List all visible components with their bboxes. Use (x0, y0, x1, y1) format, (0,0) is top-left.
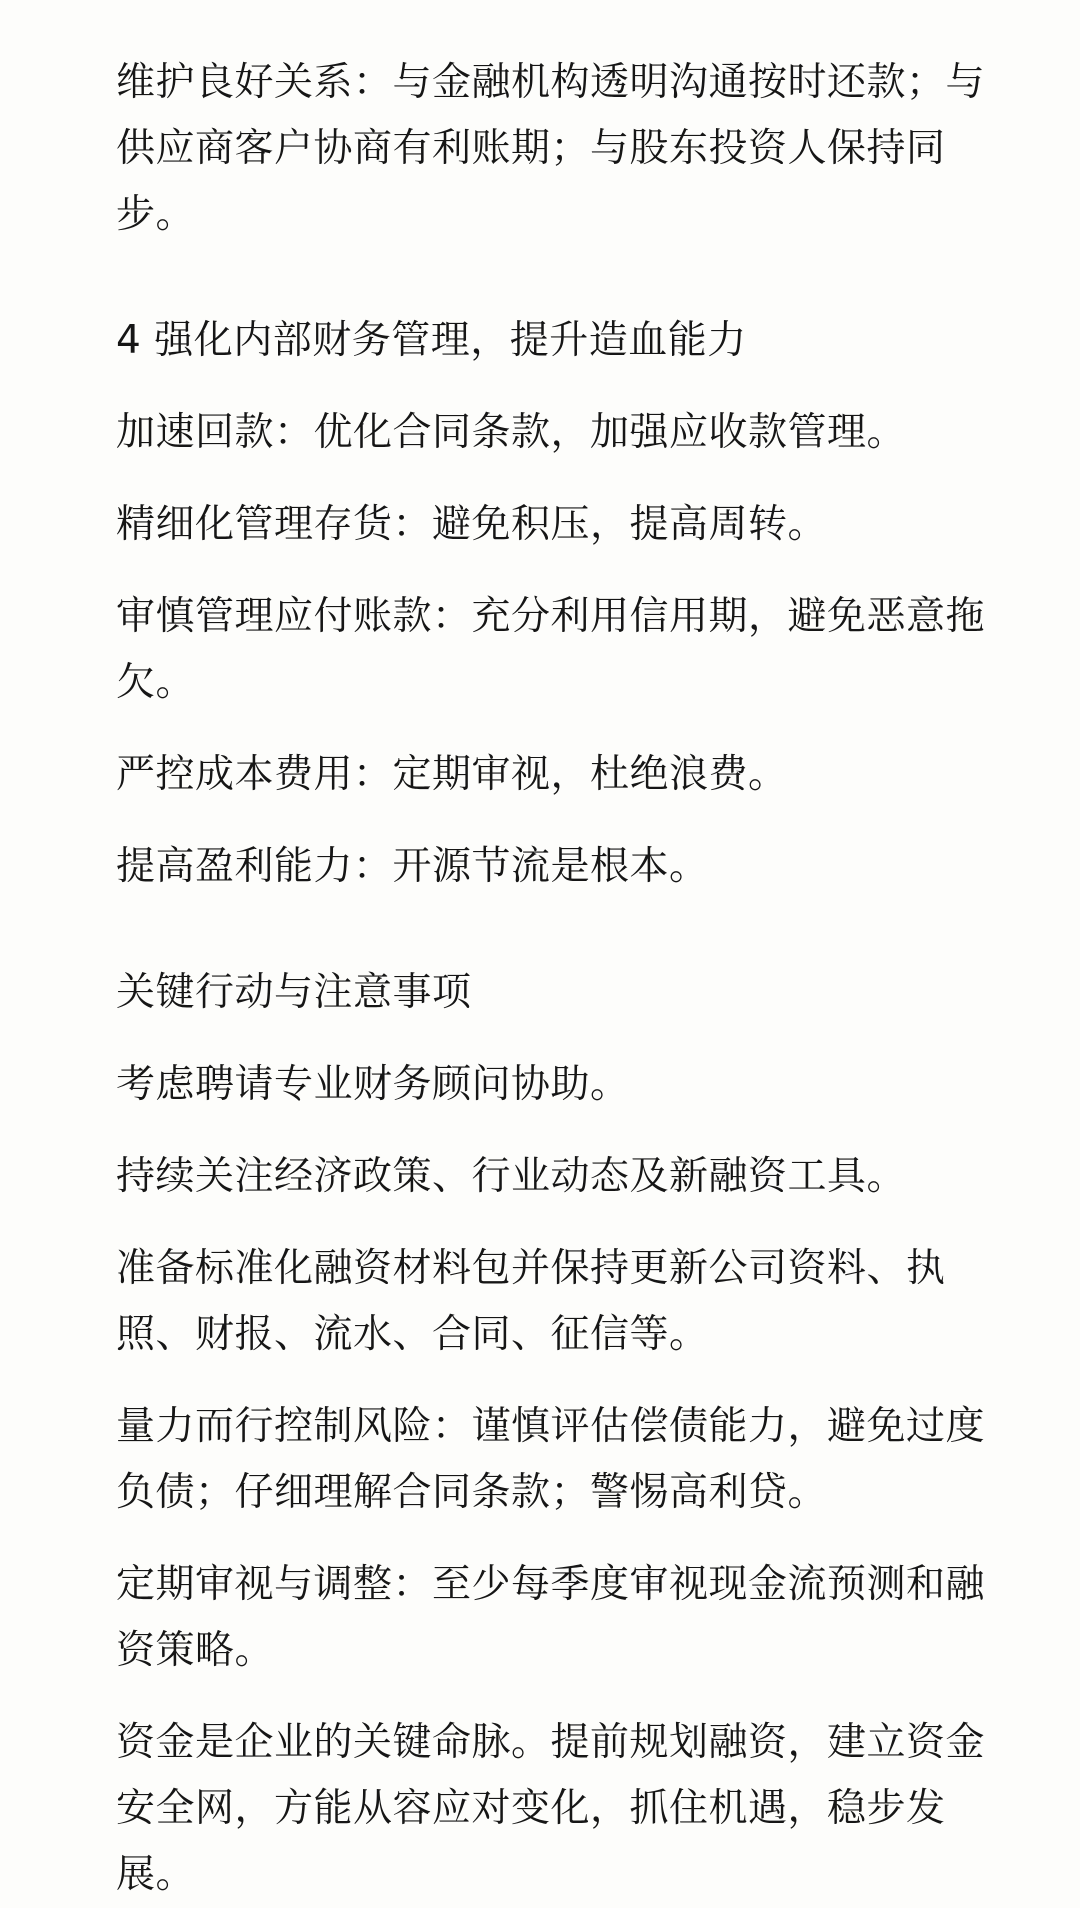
paragraph-inventory-management: 精细化管理存货：避免积压，提高周转。 (116, 502, 828, 547)
paragraph-maintain-relations: 维护良好关系：与金融机构透明沟通按时还款；与供应商客户协商有利账期；与股东投资人保持同步。 (116, 60, 986, 237)
paragraph-payables-management: 审慎管理应付账款：充分利用信用期，避免恶意拖欠。 (116, 594, 986, 705)
paragraph-accelerate-collection: 加速回款：优化合同条款，加强应收款管理。 (116, 410, 907, 455)
paragraph-profitability: 提高盈利能力：开源节流是根本。 (116, 844, 709, 889)
paragraph-risk-control: 量力而行控制风险：谨慎评估偿债能力，避免过度负债；仔细理解合同条款；警惕高利贷。 (116, 1404, 986, 1515)
paragraph-periodic-review: 定期审视与调整：至少每季度审视现金流预测和融资策略。 (116, 1562, 986, 1673)
section-heading-key-actions: 关键行动与注意事项 (116, 970, 472, 1015)
paragraph-cost-control: 严控成本费用：定期审视，杜绝浪费。 (116, 752, 788, 797)
paragraph-conclusion: 资金是企业的关键命脉。提前规划融资，建立资金安全网，方能从容应对变化，抓住机遇，稳步发展。 (116, 1720, 986, 1897)
paragraph-financing-materials: 准备标准化融资材料包并保持更新公司资料、执照、财报、流水、合同、征信等。 (116, 1246, 946, 1357)
paragraph-financial-advisor: 考虑聘请专业财务顾问协助。 (116, 1062, 630, 1107)
section-heading-internal-finance: 4 强化内部财务管理，提升造血能力 (116, 318, 747, 363)
paragraph-policy-watch: 持续关注经济政策、行业动态及新融资工具。 (116, 1154, 907, 1199)
